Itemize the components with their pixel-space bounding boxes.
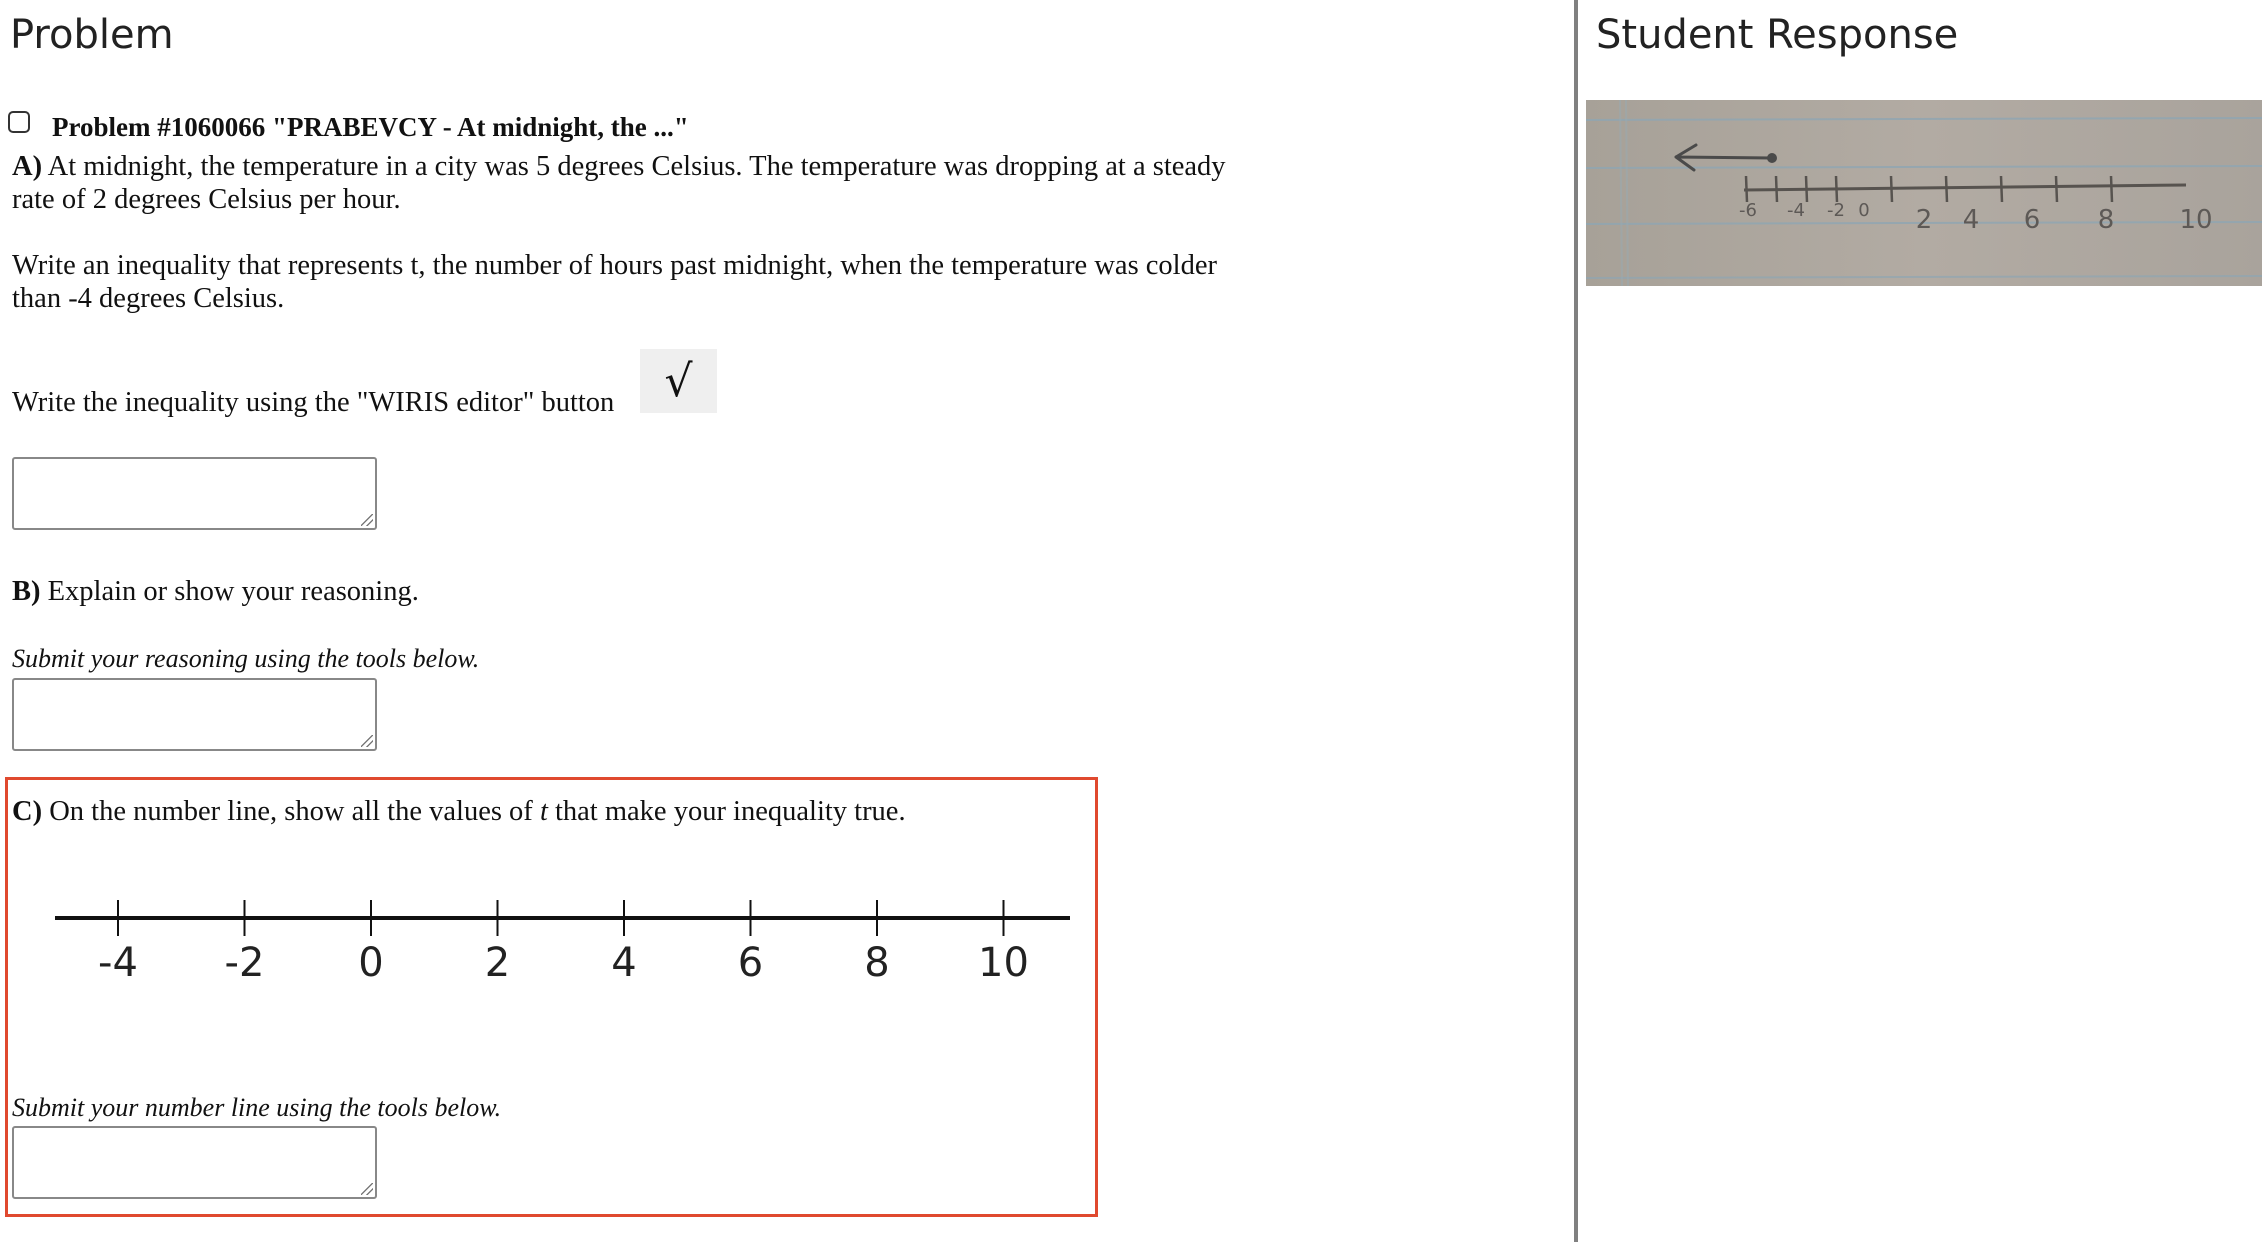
part-b-submit-hint: Submit your reasoning using the tools below.	[12, 644, 480, 673]
student-response-title: Student Response	[1596, 12, 1959, 58]
number-line-tick-label: 0	[358, 940, 384, 980]
resize-handle-icon[interactable]	[361, 735, 373, 747]
part-a-label: A)	[12, 151, 43, 182]
number-line-tick-label: 6	[737, 940, 764, 980]
problem-select-checkbox[interactable]	[8, 111, 30, 133]
number-line-tick-label: 8	[864, 940, 890, 980]
part-c-label: C)	[12, 796, 43, 827]
square-root-icon: √	[664, 355, 693, 407]
student-tick	[2056, 176, 2057, 202]
part-a-question-line2: than -4 degrees Celsius.	[12, 283, 285, 314]
number-line-tick-label: -2	[224, 940, 265, 980]
problem-panel-title: Problem	[10, 12, 174, 58]
part-c-answer-input[interactable]	[12, 1126, 377, 1199]
student-tick	[1806, 176, 1807, 202]
student-handwritten-label: 10	[2179, 205, 2213, 235]
student-handwritten-label: 4	[1962, 205, 1980, 235]
student-tick	[1946, 176, 1947, 202]
wiris-editor-button[interactable]	[640, 349, 717, 413]
student-tick	[1746, 176, 1747, 202]
resize-handle-icon[interactable]	[361, 1183, 373, 1195]
student-closed-dot	[1767, 153, 1777, 163]
paper-background	[1586, 100, 2262, 286]
student-tick	[1891, 176, 1892, 202]
part-c-text-after: that make your inequality true.	[554, 796, 906, 827]
part-a-instruction: Write the inequality using the "WIRIS editor" button	[12, 387, 615, 418]
part-a-text-line1: At midnight, the temperature in a city was 5 degrees Celsius. The temperature was dropping at a steady	[47, 151, 1226, 182]
student-tick	[1776, 176, 1777, 202]
part-a-text	[12, 150, 1226, 216]
part-c-text-before: On the number line, show all the values of	[49, 796, 533, 827]
part-b-text	[12, 575, 419, 608]
student-tick	[1836, 176, 1837, 202]
number-line-tick-label: 10	[978, 940, 1029, 980]
part-c-variable: t	[539, 796, 548, 827]
student-handwritten-label: 2	[1915, 205, 1933, 235]
number-line-tick-label: 2	[484, 940, 511, 980]
problem-title: Problem #1060066 "PRABEVCY - At midnight, the ..."	[52, 112, 689, 142]
part-a-answer-input[interactable]	[12, 457, 377, 530]
student-handwritten-label: -2	[1827, 200, 1845, 221]
student-response-image	[1586, 100, 2262, 286]
part-c-submit-hint: Submit your number line using the tools below.	[12, 1093, 502, 1122]
part-b-question: Explain or show your reasoning.	[47, 576, 419, 607]
student-tick	[2001, 176, 2002, 202]
student-tick	[2111, 176, 2112, 202]
student-handwritten-label: -6	[1739, 200, 1757, 221]
student-handwritten-label: -4	[1787, 200, 1805, 221]
problem-header	[8, 112, 689, 143]
part-b-label: B)	[12, 576, 41, 607]
part-c-text	[12, 795, 906, 828]
part-b-answer-input[interactable]	[12, 678, 377, 751]
part-a-question-line1: Write an inequality that represents t, the number of hours past midnight, when the temperature was colder	[12, 250, 1217, 281]
number-line	[50, 890, 1080, 980]
student-handwritten-label: 0	[1858, 200, 1870, 221]
part-a-question	[12, 249, 1217, 315]
student-number-line-photo	[1586, 100, 2262, 286]
part-a-text-line2: rate of 2 degrees Celsius per hour.	[12, 184, 401, 215]
student-handwritten-label: 6	[2023, 205, 2041, 235]
number-line-svg	[50, 890, 1080, 980]
number-line-tick-label: -4	[98, 940, 138, 980]
number-line-tick-label: 4	[611, 940, 637, 980]
student-handwritten-label: 8	[2097, 205, 2115, 235]
resize-handle-icon[interactable]	[361, 514, 373, 526]
